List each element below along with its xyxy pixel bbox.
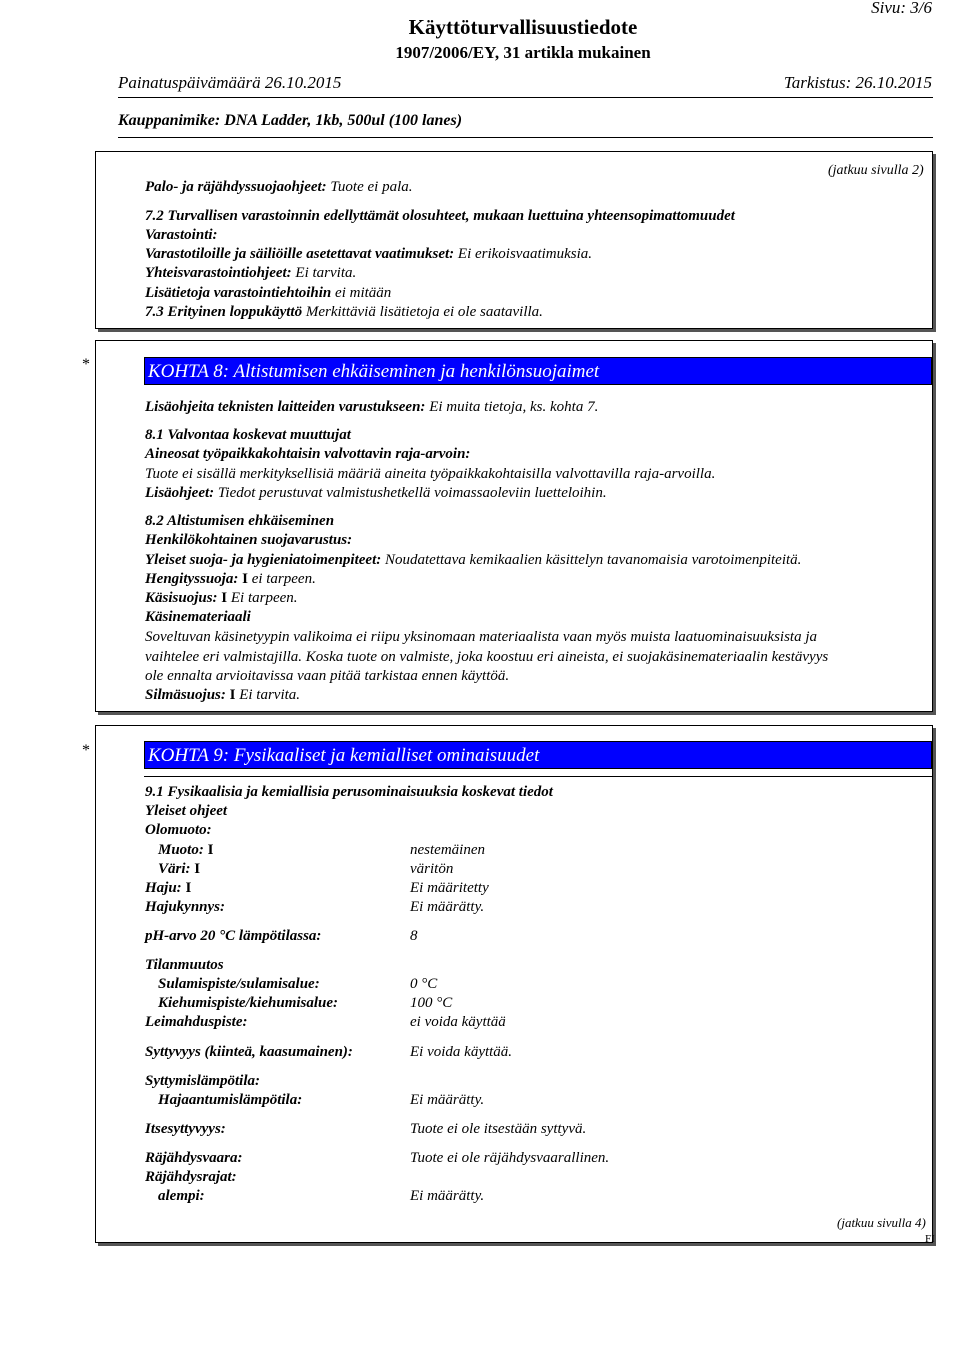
hand-label: Käsisuojus: [145,590,218,606]
s81-title: 8.1 Valvontaa koskevat muuttujat [145,427,351,443]
glove-text-line3: ole ennalta arvioitavissa vaan pitää tarkistaa ennen käyttöä. [145,668,510,684]
lower-limit-value: Ei määrätty. [410,1188,485,1204]
joint-storage-line [145,264,356,283]
flash-point-label: Leimahduspiste: [145,1014,248,1030]
self-ignition-label: Itsesyttyvyys: [145,1121,226,1137]
state-change-label: Tilanmuutos [145,957,224,973]
decomposition-temp-label: Hajaantumislämpötila: [158,1092,303,1108]
info-value: Tiedot perustuvat valmistushetkellä voimassaoleviin luetteloihin. [217,485,607,501]
page-number: Sivu: 3/6 [871,0,932,17]
s73-line [145,303,543,322]
respiratory-value: ei tarpeen. [251,571,316,587]
fire-value: Tuote ei pala. [330,179,413,195]
decomposition-temp-value: Ei määrätty. [410,1092,485,1108]
section8-change-marker: * [82,356,90,373]
continued-to: (jatkuu sivulla 4) [837,1215,926,1230]
boiling-value: 100 °C [410,995,453,1011]
joint-storage-label: Yhteisvarastointiohjeet: [145,265,292,281]
lower-limit-label: alempi: [158,1188,205,1204]
extra-storage-line [145,284,391,303]
form-value: nestemäinen [410,842,485,858]
tech-line [145,398,598,417]
joint-storage-value: Ei tarvita. [295,265,357,281]
eye-line [145,686,300,705]
tech-value: Ei muita tietoja, ks. kohta 7. [429,399,599,415]
trade-name: Kauppanimike: DNA Ladder, 1kb, 500ul (100 lanes) [118,112,463,129]
ph-label: pH-arvo 20 °C lämpötilassa: [145,928,322,944]
info-label: Lisäohjeet: [145,485,215,501]
s73-value: Merkittäviä lisätietoja ei ole saatavilla. [305,304,543,320]
flash-point-value: ei voida käyttää [410,1014,506,1030]
hazard-icon: I [185,880,192,896]
storage-req-line [145,245,592,264]
section9-heading-underline [144,776,932,777]
hazard-icon: I [207,842,214,858]
odour-label: Haju: I [145,880,192,896]
explosion-limits-label: Räjähdysrajat: [145,1169,237,1185]
info-line [145,484,607,503]
continued-from: (jatkuu sivulla 2) [828,163,924,178]
hand-line [145,589,298,608]
limits-label: Aineosat työpaikkakohtaisin valvottavin raja-arvoin: [145,446,471,462]
general-measures-value: Noudatettava kemikaalien käsittelyn tavanomaisia varotoimenpiteitä. [384,552,802,568]
respiratory-label: Hengityssuoja: [145,571,239,587]
s73-label: 7.3 Erityinen loppukäyttö [145,304,303,320]
document-subtitle: 1907/2006/EY, 31 artikla mukainen [395,43,651,62]
color-value: väritön [410,861,454,877]
appearance-label: Olomuoto: [145,822,212,838]
eye-value: Ei tarvita. [239,687,301,703]
extra-storage-label: Lisätietoja varastointiehtoihin [145,285,332,301]
hazard-icon: I [242,571,248,587]
hazard-icon: I [221,590,228,606]
limits-text: Tuote ei sisällä merkityksellisiä määriä aineita työpaikkakohtaisilla valvottavilla raja-arvoilla. [145,466,716,482]
explosion-hazard-value: Tuote ei ole räjähdysvaarallinen. [410,1150,610,1166]
glove-text-line1: Soveltuvan käsinetyypin valikoima ei riipu yksinomaan materiaalista vaan myös muista laatuominaisuuksista ja [145,629,817,645]
ignition-temp-label: Syttymislämpötila: [145,1073,260,1089]
s72-title: 7.2 Turvallisen varastoinnin edellyttämät olosuhteet, mukaan luettuina yhteensopimattomuudet [145,208,735,224]
general-measures-label: Yleiset suoja- ja hygieniatoimenpiteet: [145,552,382,568]
general-info-label: Yleiset ohjeet [145,803,228,819]
fire-line [145,178,413,197]
ppe-label: Henkilökohtainen suojavarustus: [145,532,353,548]
header-divider [118,97,933,98]
trade-divider [118,137,933,138]
glove-text-line2: vaihtelee eri valmistajilla. Koska tuote on valmiste, joka koostuu eri aineista, ei suojakäsinemateriaalin kestävyys [145,649,829,665]
hazard-icon: I [229,687,236,703]
storage-label: Varastointi: [145,227,218,243]
odour-threshold-value: Ei määrätty. [410,899,485,915]
revision-date: Tarkistus: 26.10.2015 [783,73,932,92]
storage-req-label: Varastotiloille ja säiliöille asetettavat vaatimukset: [145,246,455,262]
hand-value: Ei tarpeen. [230,590,298,606]
respiratory-line [145,570,316,589]
s82-title: 8.2 Altistumisen ehkäiseminen [145,513,335,529]
flammability-label: Syttyvyys (kiinteä, kaasumainen): [145,1044,353,1060]
language-code: FI [925,1233,935,1245]
eye-label: Silmäsuojus: [145,687,226,703]
storage-req-value: Ei erikoisvaatimuksia. [457,246,593,262]
flammability-value: Ei voida käyttää. [410,1044,513,1060]
tech-label: Lisäohjeita teknisten laitteiden varustukseen: [145,399,426,415]
self-ignition-value: Tuote ei ole itsestään syttyvä. [410,1121,587,1137]
form-label: Muoto: I [158,842,214,858]
fire-label: Palo- ja räjähdyssuojaohjeet: [145,179,327,195]
section9-change-marker: * [82,742,90,759]
ph-value: 8 [410,928,418,944]
boiling-label: Kiehumispiste/kiehumisalue: [158,995,339,1011]
s91-title: 9.1 Fysikaalisia ja kemiallisia perusominaisuuksia koskevat tiedot [145,784,553,800]
general-measures-line [145,551,801,570]
explosion-hazard-label: Räjähdysvaara: [145,1150,243,1166]
print-date: Painatuspäivämäärä 26.10.2015 [118,73,342,92]
melting-value: 0 °C [410,976,438,992]
extra-storage-value: ei mitään [335,285,392,301]
section9-heading: KOHTA 9: Fysikaaliset ja kemialliset ominaisuudet [144,741,932,769]
odour-value: Ei määritetty [410,880,489,896]
odour-threshold-label: Hajukynnys: [145,899,226,915]
section8-heading: KOHTA 8: Altistumisen ehkäiseminen ja henkilönsuojaimet [144,357,932,385]
document-title: Käyttöturvallisuustiedote [408,15,638,39]
color-label: Väri: I [158,861,201,877]
melting-label: Sulamispiste/sulamisalue: [158,976,320,992]
hazard-icon: I [194,861,201,877]
glove-material-label: Käsinemateriaali [145,609,251,625]
